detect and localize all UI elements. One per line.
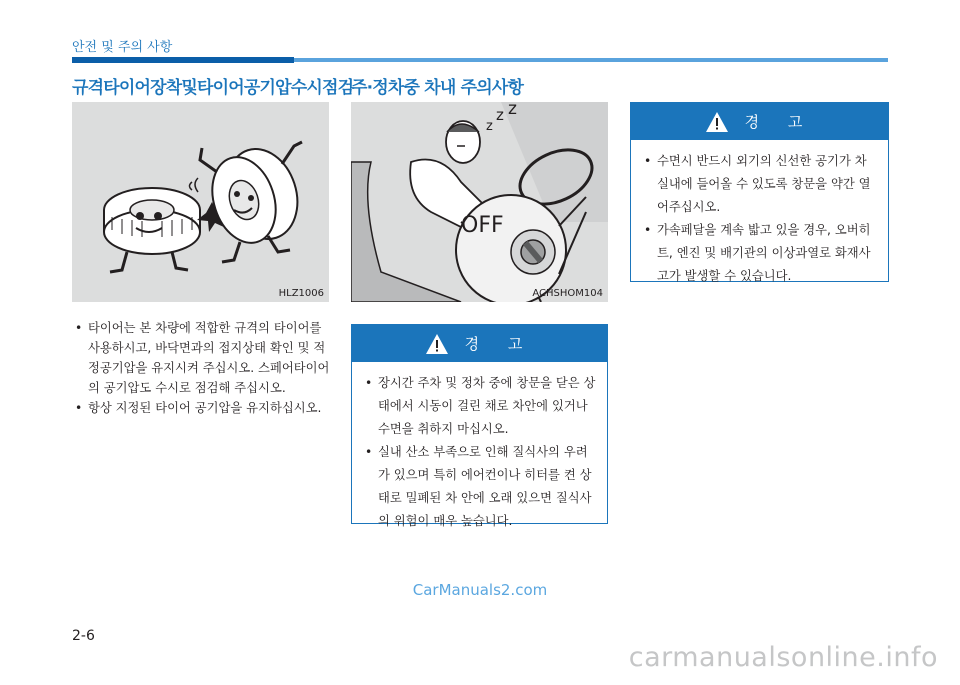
- footer-site: carmanualsonline.info: [628, 642, 938, 673]
- warning-box-sleep: [630, 102, 889, 282]
- list-item: • 실내 산소 부족으로 인해 질식사의 우려가 있으며 특히 에어컨이나 히터를 켠 상태로 밀폐된 차 안에 오래 있으면 질식사의 위험이 매우 높습니다.: [362, 441, 597, 533]
- svg-text:z: z: [486, 119, 493, 134]
- warning-bullets: [352, 362, 607, 533]
- svg-text:z: z: [496, 106, 504, 124]
- warning-heading: 경 고: [744, 113, 815, 131]
- tire-illustration: [72, 102, 329, 302]
- svg-text:z: z: [508, 102, 517, 119]
- warning-heading: 경 고: [464, 335, 535, 353]
- list-item: • 가속페달을 계속 밟고 있을 경우, 오버히트, 엔진 및 배기관의 이상과열로 화재사고가 발생할 수 있습니다.: [641, 219, 878, 288]
- warning-bullets: [631, 140, 888, 288]
- tire-bullets: [72, 318, 332, 418]
- section-header: 안전 및 주의 사항: [72, 40, 173, 55]
- driver-drawing: [351, 102, 608, 302]
- page-number: 2-6: [72, 628, 95, 644]
- figure-code: HLZ1006: [278, 288, 324, 299]
- warning-triangle-icon: [425, 333, 449, 355]
- warning-header: [352, 325, 607, 362]
- list-item: • 항상 지정된 타이어 공기압을 유지하십시오.: [72, 398, 332, 418]
- list-item: • 타이어는 본 차량에 적합한 규격의 타이어를 사용하시고, 바닥면과의 접지상태 확인 및 적정공기압을 유지시켜 주십시오. 스페어타이어의 공기압도 수시로 점검해 주십시오.: [72, 318, 332, 398]
- tire-section-title: 규격타이어장착및타이어공기압수시점검: [72, 78, 354, 98]
- warning-header: [631, 103, 888, 140]
- header-rule-accent: [72, 57, 294, 63]
- off-label: OFF: [461, 213, 504, 238]
- sleeping-driver-illustration: [351, 102, 608, 302]
- figure-code: ACHSHOM104: [532, 288, 603, 299]
- warning-triangle-icon: [705, 111, 729, 133]
- list-item: • 장시간 주차 및 정차 중에 창문을 닫은 상태에서 시동이 걸린 채로 차안에 있거나 수면을 취하지 마십시오.: [362, 372, 597, 441]
- parking-section-title: 주·정차중 차내 주의사항: [351, 78, 524, 98]
- watermark-link[interactable]: CarManuals2.com: [412, 581, 548, 599]
- warning-box-parking: [351, 324, 608, 528]
- tire-drawing: [72, 102, 329, 302]
- list-item: • 수면시 반드시 외기의 신선한 공기가 차 실내에 들어올 수 있도록 창문을 약간 열어주십시오.: [641, 150, 878, 219]
